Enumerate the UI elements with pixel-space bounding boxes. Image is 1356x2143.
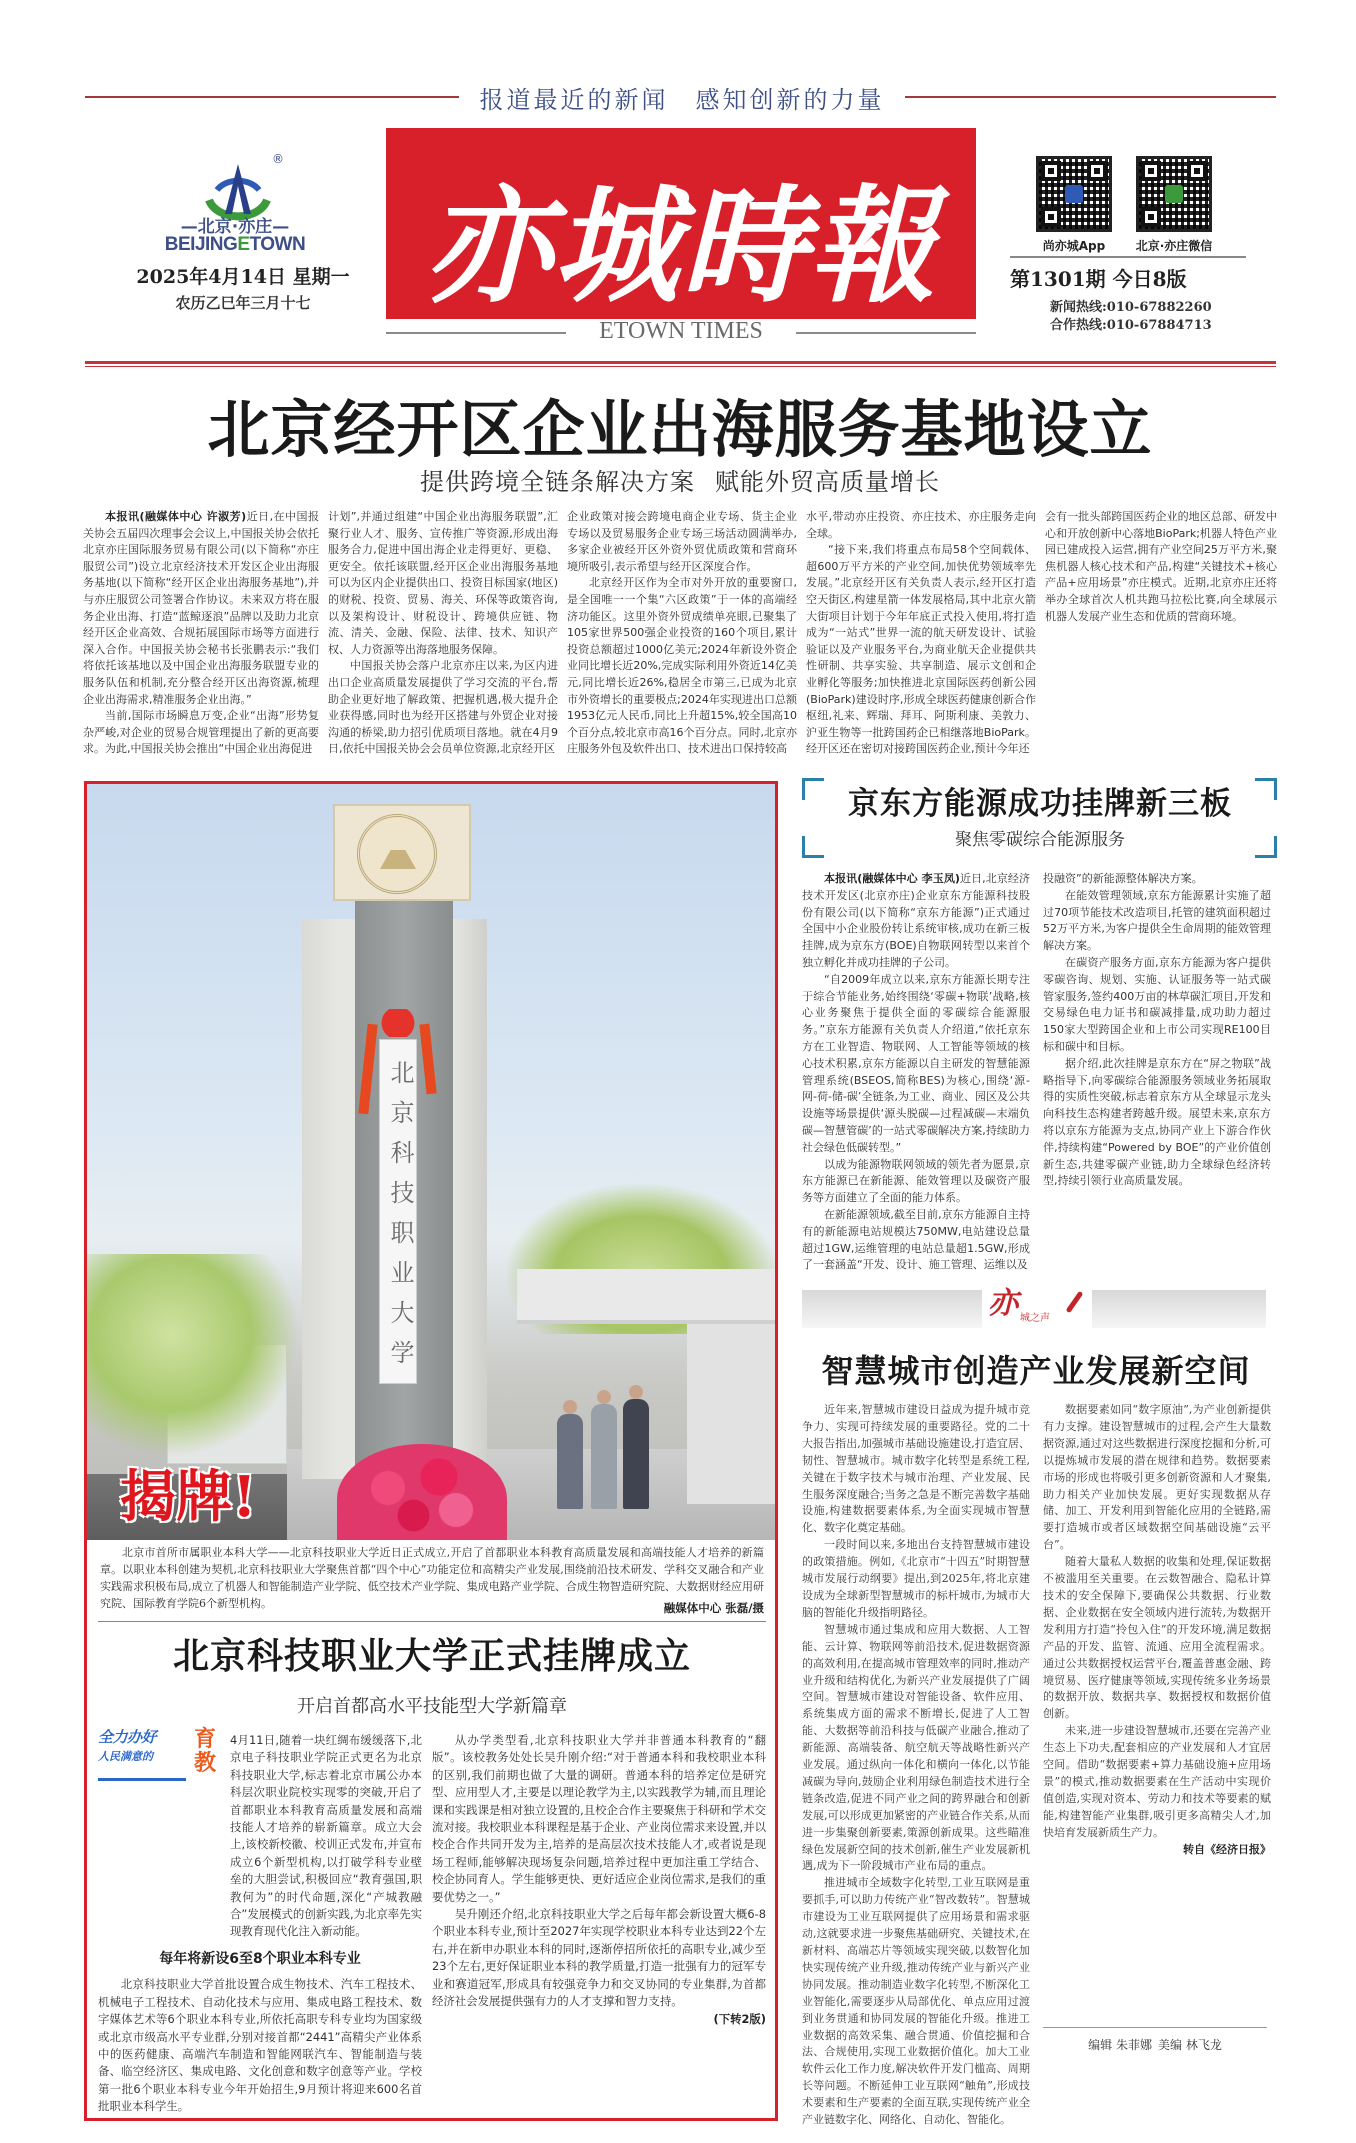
- photo-gate-canopy: [517, 1269, 775, 1324]
- slogan-rule-left: [85, 96, 459, 98]
- photo-caption-text: 北京市首所市属职业本科大学——北京科技职业大学近日正式成立,开启了首都职业本科教育高质量发展和高端技能人才培养的新篇章。以职业本科创建为契机,北京科技职业大学聚焦首都“四个中心”功能定位和高精尖产业发展,围绕前沿技术研发、学科交叉融合和产业实践需求积极布局,成立了机器人和智能制造产业学院、低空技术产业学院、集成电路产业学院、合成生物智造研究院、大数据财经应用研究院、国际教育学院6个新型机构。: [100, 1546, 764, 1610]
- jd-byline: 本报讯(融媒体中心 李玉凤): [824, 872, 960, 885]
- voice-column: [802, 1402, 1030, 2132]
- masthead-banner: [386, 128, 976, 319]
- lead-paragraph-continued-text: 计划”,并通过组建“中国企业出海服务联盟”,汇聚行业人才、服务、宣传推广等资源,形成出海服务合力,促进中国出海企业走得更好、更稳、更安全。依托该联盟,经开区企业出海服务基地可以为区内企业提供出口、投资目标国家(地区)的财税、投资、贸易、海关、环保等政策咨询,以及架构设计、财税设计、跨境供应链、物流、清关、金融、保险、法律、技术、知识产权、人力资源等出海落地服务保障。: [328, 510, 558, 656]
- voice-column: [1043, 1402, 1271, 2022]
- voice-paragraph: 随着大量私人数据的收集和处理,保证数据不被滥用至关重要。在云数智融合、隐私计算技术的安全保障下,要确保公共数据、行业数据、企业数据在安全领域内进行流转,为数据开发利用方打造“拎包入住”的开发环境,满足数据产品的开发、监管、流通、应用全流程需求。通过公共数据授权运营平台,覆盖普惠金融、跨境贸易、医疗健康等领域,实现传统多业务场景的数据开放、数据共享、数据授权和数据价值创新。: [1043, 1555, 1271, 1721]
- feature-paragraph: 从办学类型看,北京科技职业大学并非普通本科教育的“翻版”。该校教务处处长吴升刚介绍:“对于普通本科和我校职业本科的区别,我们前期也做了大量的调研。普通本科的培养定位是研究型、应用型人才,主要是以理论教学为主,以实践教学为辅,而且理论课和实践课是相对独立设置的,且校企合作主要聚焦于科研和学术交流对接。我校职业本科课程是基于企业、产业岗位需求来设置,并以校企合作共同开发为主,培养的是高层次技术技能人才,或者说是现场工程师,能够解决现场复杂问题,培养过程中更加注重工学结合、校企协同育人。学生能够更快、更好适应企业岗位需求,是我们的重要优势之一。”: [432, 1733, 766, 1904]
- logo-english-text: [150, 234, 320, 256]
- lead-paragraph-text: “接下来,我们将重点布局58个空间载体、超600万平方米的产业空间,加快优势领域率先发展。”北京经开区有关负责人表示,经开区打造空天街区,构建星箭一体发展格局,其中北京火箭大街项目计划于今年年底正式投入使用,将打造成为“一站式”世界一流的航天研发设计、试验验证以及产业服务平台,为商业航天企业提供共性研制、共享实验、共享制造、展示文创和企业孵化等服务;加快推进北京国际医药创新公园(BioPark)建设时序,形成全球医药健康创新合作枢纽,礼来、辉瑞、拜耳、阿斯利康、美敦力、沪亚生物等一批跨国药企已相继落地BioPark。经开区还在密切对接跨国医药企业,预计今年还: [806, 543, 1036, 756]
- issue-divider: [1010, 256, 1246, 258]
- feature-column: [432, 1732, 766, 2028]
- lead-paragraph: [328, 658, 558, 758]
- jd-subheadline: 聚焦零碳综合能源服务: [955, 830, 1125, 850]
- jd-headline: 京东方能源成功挂牌新三板: [848, 786, 1232, 822]
- etown-rule-right: [796, 332, 976, 334]
- lead-column: [83, 509, 319, 771]
- qr-finder: [1087, 161, 1107, 181]
- qr-finder: [1041, 207, 1061, 227]
- qr-finder: [1187, 161, 1207, 181]
- lead-paragraph: [806, 542, 1036, 758]
- lead-paragraph-continued: [1045, 509, 1277, 625]
- lead-column: [1045, 509, 1277, 771]
- lead-subheadline-part: 提供跨境全链条解决方案: [420, 468, 695, 496]
- jd-paragraph: “自2009年成立以来,京东方能源长期专注于综合节能业务,始终围绕‘零碳+物联’战略,核心业务聚焦于提供全面的零碳综合能源服务。”京东方能源有关负责人介绍道,“依托京东方在工业智造、物联网、人工智能等领域的核心技术积累,京东方能源以自主研发的智慧能源管理系统(BSEOS,简称BES)为核心,围绕‘源-网-荷-储-碳’全链条,为工业、商业、园区及公共设施等场景提供‘源头脱碳—过程减碳—末端负碳—智慧管碳’的一站式零碳解决方案,持续助力社会绿色低碳转型。”: [802, 972, 1030, 1154]
- jd-paragraph: 在碳资产服务方面,京东方能源为客户提供零碳咨询、规划、实施、认证服务等一站式碳管家服务,签约400万亩的林草碳汇项目,开发和交易绿色电力证书和碳减排量,成功助力超过150家大型跨国企业和上市公司实现RE100目标和碳中和目标。: [1043, 955, 1271, 1053]
- lead-paragraph: [567, 575, 797, 758]
- qr-finder: [1141, 161, 1161, 181]
- badge-big-text: 育教: [193, 1727, 216, 1776]
- lead-headline: 北京经开区企业出海服务基地设立: [207, 393, 1153, 466]
- photo-person: [623, 1399, 649, 1509]
- feature-paragraph: 北京科技职业大学首批设置合成生物技术、汽车工程技术、机械电子工程技术、自动化技术与应用、集成电路工程技术、数字媒体艺术等6个职业本科专业,所依托高职专科专业均为国家级或北京市级高水平专业群,分别对接首都“2441”高精尖产业体系中的医药健康、高端汽车制造和智能网联汽车、智能制造与装备、临空经济区、集成电路、文化创意和数字创意等产业。学校第一批6个职业本科专业今年开始招生,9月预计将迎来600名首批职业本科学生。: [98, 1977, 422, 2114]
- university-seal-icon: [357, 814, 437, 894]
- voice-paragraph: 推进城市全域数字化转型,工业互联网是重要抓手,可以助力传统产业“智改数转”。智慧城市建设为工业互联网提供了应用场景和需求驱动,这就要求进一步聚焦基础研究、关键技术,在新材料、高端芯片等领域实现突破,以数智化加快实现传统产业升级,推动传统产业与新兴产业协同发展。推动制造业数字化转型,不断深化工业智能化,需要逐步从局部优化、单点应用过渡到业务贯通和协同发展的智能化升级。推进工业数据的高效采集、融合贯通、价值挖掘和合法、合规使用,实现工业数据价值化。加大工业软件云化工作力度,解决软件开发门槛高、周期长等问题。不断延伸工业互联网“触角”,形成技术要素和生产要素的全面互联,实现传统产业全产业链数字化、网络化、自动化、智能化。: [802, 1876, 1030, 2127]
- photo-person: [591, 1404, 617, 1509]
- feature-section-heading: 每年将新设6至8个职业本科专业: [159, 1950, 361, 1967]
- lead-subheadline: [330, 462, 1030, 497]
- lead-paragraph-continued-text: 会有一批头部跨国医药企业的地区总部、研发中心和开放创新中心落地BioPark;机器人特色产业园已建成投入运营,拥有产业空间25万平方米,聚焦机器人核心技术和产品,构建“关键技术+核心产品+应用场景”亦庄模式。近期,北京亦庄还将举办全球首次人机共跑马拉松比赛,向全球展示机器人发展产业生态和优质的营商环境。: [1045, 510, 1277, 623]
- caption-divider: [98, 1621, 766, 1622]
- lead-paragraph-text: 近日,在中国报关协会五届四次理事会会议上,中国报关协会依托北京亦庄国际服务贸易有限公司(以下简称“亦庄服贸公司”)设立北京经济技术开发区企业出海服务基地(以下简称“经开区企业出海服务基地”),并与亦庄服贸公司签署合作协议。未来双方将在服务企业出海、打造“蓝鲸逐浪”品牌以及助力北京经开区企业高效、合规拓展国际市场等方面进行深入合作。中国报关协会秘书长张鹏表示:“我们将依托该基地以及中国企业出海服务联盟专业的服务队伍和机制,充分整合经开区出海资源,梳理企业出海需求,精准服务企业出海。”: [83, 510, 319, 706]
- lead-paragraph-continued-text: 企业政策对接会跨境电商企业专场、货主企业专场以及贸易服务企业专场三场活动圆满举办,多家企业被经开区外资外贸优质政策和营商环境所吸引,表示希望与经开区深度合作。: [567, 510, 797, 573]
- qr-center-logo: [1065, 185, 1083, 203]
- lead-subheadline-part: 赋能外贸高质量增长: [715, 468, 940, 496]
- voice-column-logo: [988, 1286, 1088, 1332]
- logo-chinese-text: —北京·亦庄—: [180, 217, 290, 237]
- lead-paragraph-continued: [328, 509, 558, 658]
- editor-credits: [1043, 2036, 1267, 2053]
- logo-a-shape: [225, 164, 251, 214]
- voice-logo-character: 亦: [988, 1286, 1018, 1321]
- university-name-plaque: [379, 1039, 417, 1384]
- voice-paragraph: 数据要素如同“数字原油”,为产业创新提供有力支撑。建设智慧城市的过程,会产生大量数据资源,通过对这些数据进行深度挖掘和分析,可以提炼城市发展的潜在规律和趋势。数据要素市场的形成也将吸引更多创新资源和人才聚集,助力相关产业加快发展。更好实现数据从存储、加工、开发利用到智能化应用的全链路,需要打造城市或者区域数据空间基础设施“云平台”。: [1043, 1403, 1271, 1552]
- photo-gate-wall: [687, 1324, 775, 1504]
- logo-en-prefix: BEIJING: [164, 234, 238, 255]
- jd-column: [1043, 871, 1271, 1281]
- lead-paragraph-continued: [806, 509, 1036, 542]
- lead-column: [328, 509, 558, 771]
- news-hotline: 新闻热线:010-67882260: [1050, 300, 1212, 315]
- jd-paragraph: 以成为能源物联网领域的领先者为愿景,京东方能源已在新能源、能效管理以及碳资产服务等方面建立了全面的能力体系。: [802, 1157, 1030, 1205]
- feature-headline: 北京科技职业大学正式挂牌成立: [172, 1635, 691, 1677]
- lead-byline: 本报讯(融媒体中心 许淑芳): [105, 510, 247, 523]
- lead-column: [806, 509, 1036, 771]
- masthead-english-subtitle: ETOWN TIMES: [599, 318, 763, 344]
- voice-source: 转自《经济日报》: [1183, 1842, 1271, 1856]
- qr-wechat-label: 北京·亦庄微信: [1135, 239, 1213, 253]
- lead-paragraph: [83, 509, 319, 708]
- qr-code-app-icon[interactable]: [1036, 156, 1112, 232]
- lead-paragraph-continued-text: 水平,带动亦庄投资、亦庄技术、亦庄服务走向全球。: [806, 510, 1036, 540]
- editor-divider: [1043, 2027, 1267, 2028]
- red-ribbon-bow: [375, 1009, 421, 1037]
- lead-paragraph-text: 中国报关协会落户北京亦庄以来,为区内进出口企业高质量发展提供了学习交流的平台,帮助企业更好地了解政策、把握机遇,极大提升企业获得感,同时也为经开区搭建与外贸企业对接沟通的桥梁,助力招引优质项目落地。就在4月9日,依托中国报关协会会员单位资源,北京经开区: [328, 659, 558, 756]
- continued-on-page-link[interactable]: (下转2版): [713, 2011, 766, 2026]
- jd-column: [802, 871, 1030, 1281]
- feature-paragraph: 4月11日,随着一块红绸布缓缓落下,北京电子科技职业学院正式更名为北京科技职业大学,标志着北京市属公办本科层次职业院校实现零的突破,开启了首都职业本科教育高质量发展和高端技能人才培养的崭新篇章。成立大会上,该校新校徽、校训正式发布,并宣布成立6个新型机构,以打破学科专业壁垒的大胆尝试,积极回应“教育强国,职教何为”的时代命题,深化“产城教融合”发展模式的创新实践,为北京率先实现教育现代化注入新动能。: [230, 1733, 422, 1939]
- jd-paragraph: 在能效管理领域,京东方能源累计实施了超过70项节能技术改造项目,托管的建筑面积超过52万平方米,为客户提供全生命周期的能效管理解决方案。: [1043, 888, 1271, 953]
- photo-person: [557, 1414, 583, 1509]
- badge-line-1: 全力办好: [98, 1728, 157, 1746]
- voice-paragraph: 智慧城市通过集成和应用大数据、人工智能、云计算、物联网等前沿技术,促进数据资源的高效利用,在提高城市管理效率的同时,推动产业升级和结构优化,为新兴产业发展提供了广阔空间。智慧城市建设对智能设备、软件应用、系统集成方面的需求不断增长,促进了人工智能、大数据等前沿科技与低碳产业融合,推动了新能源、高端装备、航空航天等战略性新兴产业发展。通过纵向一体化和横向一体化,以节能减碳为导向,鼓励企业利用绿色制造技术进行全链条改造,促进不同产业之间的跨界融合和创新发展,可以形成更加紧密的产业链合作关系,从而进一步集聚创新要素,策源创新成果。这些瞄准绿色发展新空间的技术创新,催生产业发展新机遇,成为下一阶段城市产业布局的重点。: [802, 1622, 1030, 1873]
- feature-subheadline: 开启首都高水平技能型大学新篇章: [297, 1696, 567, 1717]
- feature-column: [98, 1732, 422, 2116]
- issue-number: 第1301期 今日8版: [1010, 267, 1187, 291]
- qr-finder: [1141, 207, 1161, 227]
- university-gate-photo: [87, 784, 775, 1540]
- lead-paragraph-text: 北京经开区作为全市对外开放的重要窗口,是全国唯一一个集“六区政策”于一体的高端经济功能区。这里外资外贸成绩单亮眼,已聚集了105家世界500强企业投资的160个项目,累计投资总额超过1000亿美元;2024年新设外资企业同比增长近20%,完成实际利用外资近14亿美元,同比增长近26%,稳居全市第三,已成为北京市外资增长的重要极点;2024年实现进出口总额1953亿元人民币,同比上升超15%,较全国高10个百分点,较北京市高16个百分点。同时,北京亦庄服务外包及软件出口、技术进出口保持较高: [567, 576, 797, 756]
- voice-logo-text: 城之声: [1020, 1313, 1050, 1324]
- photo-trees-left: [87, 1254, 297, 1454]
- lead-paragraph: [83, 708, 319, 758]
- voice-banner-right: [1092, 1290, 1266, 1328]
- jd-paragraph: [802, 871, 1030, 972]
- slogan-rule-right: [905, 96, 1276, 98]
- plaque-text: 北京科技职业大学: [386, 1060, 414, 1380]
- jd-paragraph: 在新能源领域,截至目前,京东方能源自主持有的新能源电站规模达750MW,电站建设总量超过1GW,运维管理的电站总量超1.5GW,形成了一套涵盖“开发、设计、施工管理、运维以及: [802, 1207, 1030, 1272]
- cooperation-hotline: 合作热线:010-67884713: [1050, 318, 1212, 333]
- header-rule-thin: [85, 366, 1276, 367]
- voice-headline: 智慧城市创造产业发展新空间: [821, 1352, 1251, 1390]
- registered-mark: ®: [272, 152, 284, 166]
- voice-banner-left: [802, 1290, 982, 1328]
- qr-code-wechat-icon[interactable]: [1136, 156, 1212, 232]
- voice-paragraph: 一段时间以来,多地出台支持智慧城市建设的政策措施。例如,《北京市“十四五”时期智慧城市发展行动纲要》提出,到2025年,将北京建设成为全球新型智慧城市的标杆城市,为城市大脑的智能化升级指明路径。: [802, 1538, 1030, 1619]
- qr-app-label: 尚亦城App: [1042, 239, 1106, 253]
- voice-paragraph: 近年来,智慧城市建设日益成为提升城市竞争力、实现可持续发展的重要路径。党的二十大报告指出,加强城市基础设施建设,打造宜居、韧性、智慧城市。城市数字化转型是系统工程,关键在于数字技术与城市治理、产业发展、民生服务深度融合;当务之急是不断完善数字基础设施,构建数据要素体系,为全面实现城市智慧化、数字化奠定基础。: [802, 1403, 1030, 1535]
- qr-finder: [1041, 161, 1061, 181]
- lead-paragraph-continued: [567, 509, 797, 575]
- publication-date: 2025年4月14日 星期一: [136, 266, 350, 288]
- photo-people: [557, 1389, 657, 1509]
- etown-rule-left: [386, 332, 566, 334]
- editor-name: 编辑 朱菲娜: [1088, 2038, 1152, 2052]
- lead-paragraph-text: 当前,国际市场瞬息万变,企业“出海”形势复杂严峻,对企业的贸易合规管理提出了新的更高要求。为此,中国报关协会推出“中国企业出海促进: [83, 709, 319, 756]
- logo-en-e: E: [237, 234, 250, 255]
- designer-name: 美编 林飞龙: [1158, 2038, 1222, 2052]
- qr-center-logo: [1165, 185, 1183, 203]
- jd-paragraph-text: 近日,北京经济技术开发区(北京亦庄)企业京东方能源科技股份有限公司(以下简称“京东方能源”)正式通过全国中小企业股份转让系统审核,成功在新三板挂牌,成为京东方(BOE)自物联网转型以来首个独立孵化并成功挂牌的子公司。: [802, 872, 1030, 969]
- header-rule: [85, 361, 1276, 364]
- lunar-date: 农历乙巳年三月十七: [175, 294, 311, 312]
- jd-paragraph-continued: 投融资”的新能源整体解决方案。: [1043, 872, 1203, 885]
- badge-line-2: 人民满意的: [98, 1750, 153, 1763]
- feature-paragraph: 吴升刚还介绍,北京科技职业大学之后每年都会新设置大概6-8个职业本科专业,预计至2027年实现学校职业本科专业达到22个左右,并在新申办职业本科的同时,逐渐停招所依托的高职专业,减少至23个左右,更好保证职业本科的教学质量,打造一批强有力的冠军专业和赛道冠军,形成具有较强竞争力和交叉协同的专业集群,为首都经济社会发展提供强有力的人才支撑和智力支持。: [432, 1907, 766, 2009]
- photo-overlay-title: 揭牌!: [120, 1464, 257, 1530]
- voice-paragraph: 未来,进一步建设智慧城市,还要在完善产业生态上下功夫,配套相应的产业发展和人才宜居空间。借助“数据要素+算力基础设施+应用场景”的模式,推动数据要素在生产活动中实现价值创造,实现对资本、劳动力和技术等要素的赋能,构建智能产业集群,吸引更多高精尖人才,加快培育发展新质生产力。: [1043, 1724, 1271, 1839]
- photo-credit: 融媒体中心 张磊/摄: [560, 1600, 764, 1616]
- jd-paragraph: 据介绍,此次挂牌是京东方在“屏之物联”战略指导下,向零碳综合能源服务领域业务拓展取得的实质性突破,标志着京东方从全球显示龙头向科技生态构建者跨越升级。展望未来,京东方将以京东方能源为支点,协同产业上下游合作伙伴,持续构建“Powered by BOE”的产业价值创新生态,共建零碳产业链,助力全球绿色经济转型,持续引领行业高质量发展。: [1043, 1056, 1271, 1188]
- masthead-title: 亦城時報: [425, 172, 937, 319]
- lead-column: [567, 509, 797, 771]
- seal-emblem: [380, 837, 416, 869]
- quill-pen-icon: [1066, 1291, 1084, 1314]
- logo-en-suffix: TOWN: [249, 234, 306, 255]
- slogan: 报道最近的新闻 感知创新的力量: [479, 86, 885, 114]
